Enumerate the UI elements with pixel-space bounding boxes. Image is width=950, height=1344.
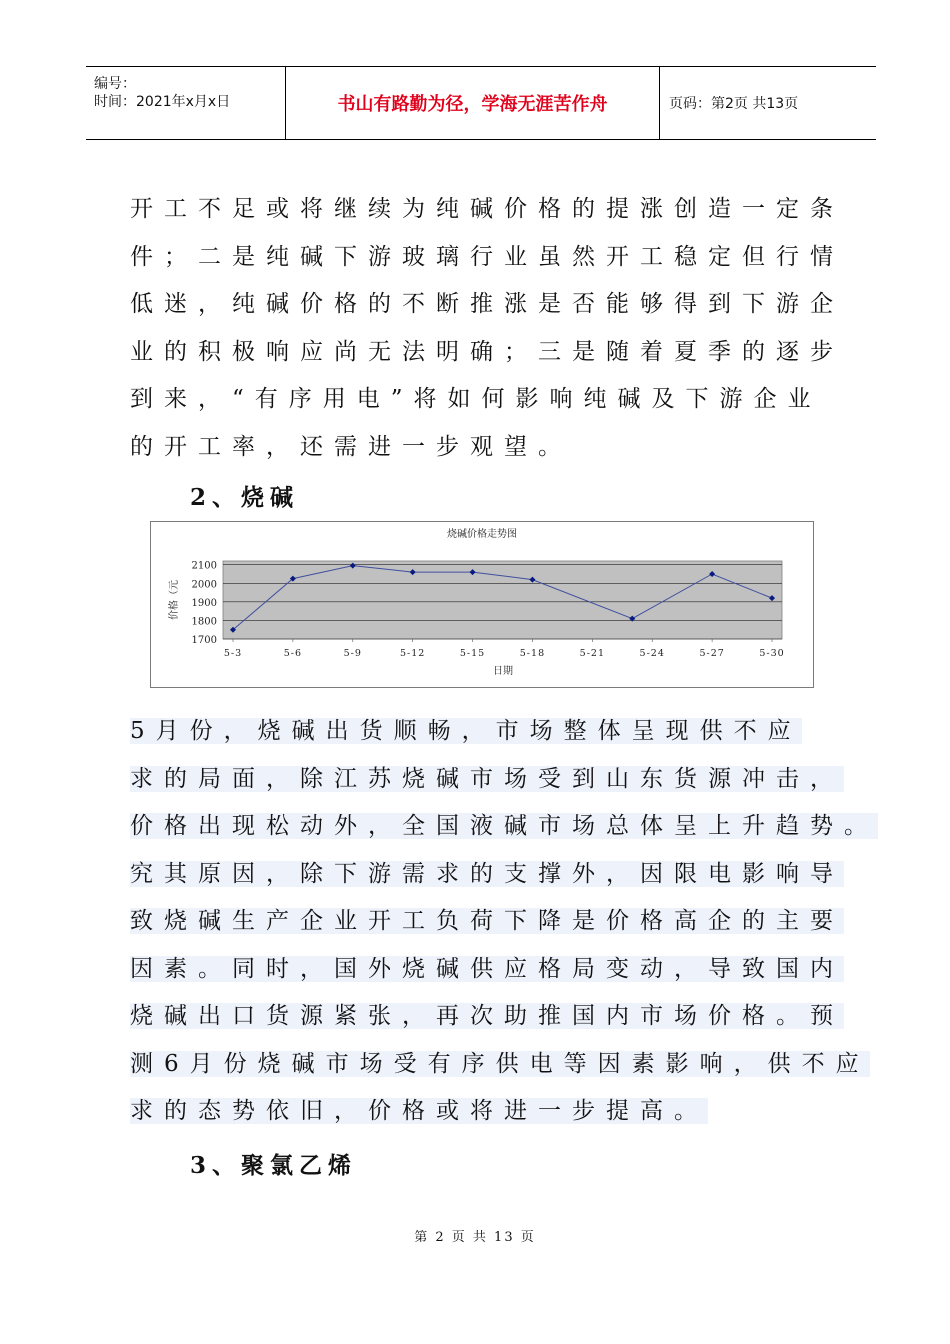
text-line-content: 价格出现松动外，全国液碱市场总体呈上升趋势。 bbox=[130, 813, 878, 839]
page-header bbox=[86, 66, 876, 140]
text-line-content: 究其原因，除下游需求的支撑外，因限电影响导 bbox=[130, 860, 844, 887]
text-line-content: 到来，“有序用电”将如何影响纯碱及下游企业 bbox=[130, 386, 822, 412]
text-line bbox=[130, 376, 830, 424]
header-motto: 书山有路勤为径，学海无涯苦作舟 bbox=[285, 67, 660, 139]
x-tick-label: 5-6 bbox=[283, 648, 303, 659]
y-tick-label: 1700 bbox=[191, 635, 217, 646]
text-line bbox=[130, 186, 844, 234]
x-tick-label: 5-12 bbox=[399, 648, 426, 659]
text-line bbox=[130, 1041, 870, 1089]
chart-title: 烧碱价格走势图 bbox=[447, 529, 517, 540]
y-axis-label: 价格（元 bbox=[169, 580, 180, 620]
text-line-content: 的开工率，还需进一步观望。 bbox=[130, 433, 572, 460]
text-line-content: 烧碱出口货源紧张，再次助推国内市场价格。预 bbox=[130, 1003, 844, 1029]
y-tick-label: 1900 bbox=[191, 597, 217, 609]
text-line-content: 因素。同时，国外烧碱供应格局变动，导致国内 bbox=[130, 955, 844, 982]
x-tick-label: 5-27 bbox=[699, 648, 725, 659]
header-time: 时间：2021年x月x日 bbox=[94, 94, 231, 110]
text-line bbox=[130, 329, 844, 377]
chart-svg bbox=[151, 522, 813, 687]
text-line-content: 求的局面，除江苏烧碱市场受到山东货源冲击， bbox=[130, 765, 844, 792]
text-line bbox=[130, 708, 830, 756]
paragraph-soda-ash bbox=[130, 186, 844, 471]
plot-area bbox=[223, 561, 782, 639]
text-line-content: 5月份，烧碱出货顺畅，市场整体呈现供不应 bbox=[130, 718, 802, 744]
text-line bbox=[130, 993, 844, 1041]
text-line bbox=[130, 281, 844, 329]
text-line bbox=[130, 1088, 830, 1136]
x-tick-label: 5-24 bbox=[639, 648, 665, 659]
text-line bbox=[130, 424, 830, 472]
x-tick-label: 5-18 bbox=[519, 648, 546, 659]
text-line-content: 业的积极响应尚无法明确；三是随着夏季的逐步 bbox=[130, 338, 844, 365]
page-footer: 第 2 页 共 13 页 bbox=[414, 1230, 536, 1245]
section-heading-pvc: 3、聚氯乙烯 bbox=[190, 1152, 358, 1179]
text-line bbox=[130, 756, 844, 804]
caustic-soda-price-chart bbox=[150, 521, 814, 688]
text-line bbox=[130, 851, 844, 899]
x-tick-label: 5-9 bbox=[343, 648, 362, 659]
text-line bbox=[130, 898, 844, 946]
text-line-content: 低迷，纯碱价格的不断推涨是否能够得到下游企 bbox=[130, 291, 844, 317]
x-tick-label: 5-15 bbox=[459, 648, 486, 659]
header-meta bbox=[86, 67, 284, 139]
text-line bbox=[130, 803, 878, 851]
text-line-content: 测6月份烧碱市场受有序供电等因素影响，供不应 bbox=[130, 1050, 870, 1077]
text-line-content: 求的态势依旧，价格或将进一步提高。 bbox=[130, 1098, 708, 1124]
text-line-content: 件；二是纯碱下游玻璃行业虽然开工稳定但行情 bbox=[130, 243, 844, 270]
text-line-content: 开工不足或将继续为纯碱价格的提涨创造一定条 bbox=[130, 196, 844, 222]
section-heading-caustic-soda: 2、烧碱 bbox=[190, 484, 300, 511]
text-line bbox=[130, 234, 844, 282]
x-tick-label: 5-21 bbox=[579, 648, 606, 659]
header-number: 编号： bbox=[94, 76, 136, 92]
y-tick-label: 2000 bbox=[191, 579, 217, 591]
y-tick-label: 2100 bbox=[191, 560, 217, 572]
paragraph-caustic-soda bbox=[130, 708, 878, 1136]
header-page-number: 页码：第2页 共13页 bbox=[669, 96, 799, 112]
y-tick-label: 1800 bbox=[191, 616, 217, 628]
text-line-content: 致烧碱生产企业开工负荷下降是价格高企的主要 bbox=[130, 908, 844, 934]
text-line bbox=[130, 946, 844, 994]
x-axis-label: 日期 bbox=[493, 666, 513, 677]
x-tick-label: 5-30 bbox=[759, 648, 785, 659]
x-tick-label: 5-3 bbox=[223, 648, 243, 659]
